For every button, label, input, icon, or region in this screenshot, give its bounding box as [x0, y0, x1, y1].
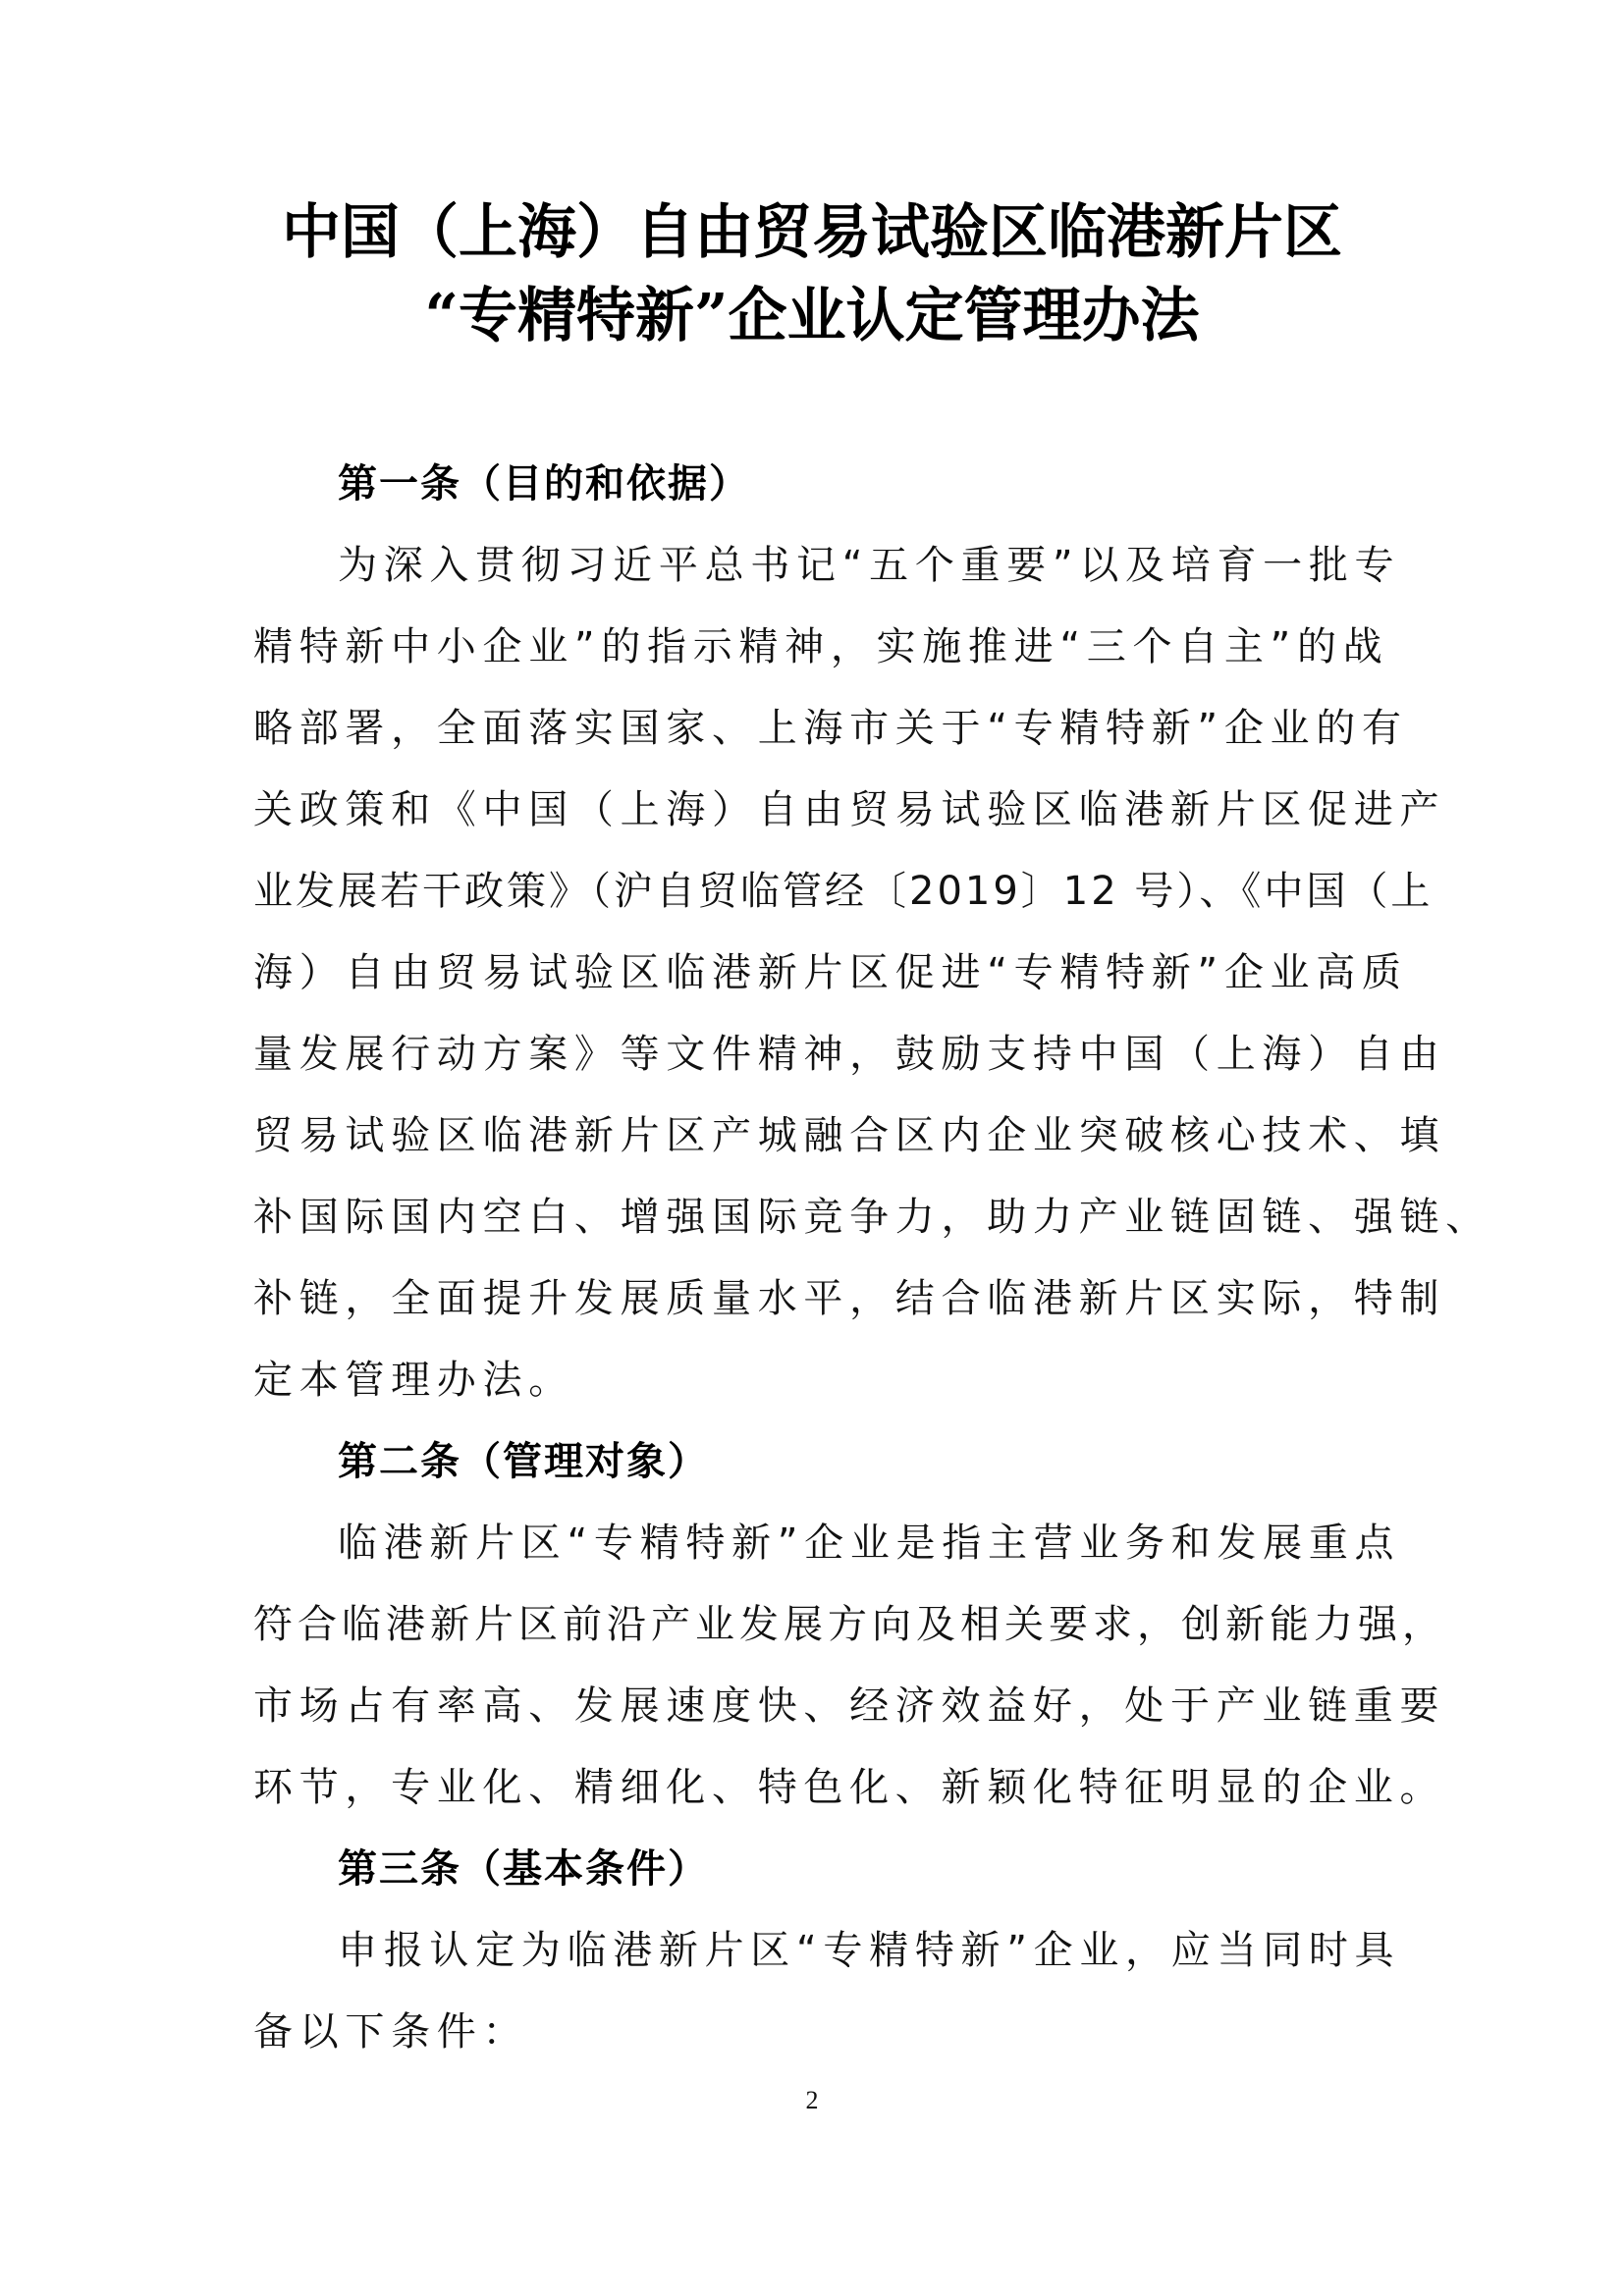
article-3-line: 备以下条件： — [253, 2009, 529, 2055]
article-2-line: 符合临港新片区前沿产业发展方向及相关要求，创新能力强， — [253, 1602, 1446, 1647]
article-2-line: 临港新片区“专精特新”企业是指主营业务和发展重点 — [338, 1521, 1401, 1566]
article-1-line: 贸易试验区临港新片区产城融合区内企业突破核心技术、填 — [253, 1113, 1446, 1158]
article-1-line: 业发展若干政策》（沪自贸临管经〔2019〕12 号）、《中国（上 — [253, 869, 1434, 914]
article-3-heading: 第三条（基本条件） — [338, 1846, 709, 1892]
article-3-line: 申报认定为临港新片区“专精特新”企业，应当同时具 — [338, 1928, 1401, 1973]
article-1-line: 关政策和《中国（上海）自由贸易试验区临港新片区促进产 — [253, 787, 1446, 832]
article-1-line: 海）自由贸易试验区临港新片区促进“专精特新”企业高质 — [253, 950, 1408, 995]
article-1-line: 补国际国内空白、增强国际竞争力，助力产业链固链、强链、 — [253, 1195, 1491, 1240]
article-1-line: 为深入贯彻习近平总书记“五个重要”以及培育一批专 — [338, 543, 1401, 588]
article-2-line: 市场占有率高、发展速度快、经济效益好，处于产业链重要 — [253, 1683, 1446, 1729]
document-title-line-1: 中国（上海）自由贸易试验区临港新片区 — [282, 198, 1342, 267]
article-1-line: 精特新中小企业”的指示精神，实施推进“三个自主”的战 — [253, 624, 1389, 669]
article-1-line: 定本管理办法。 — [253, 1358, 574, 1403]
article-2-line: 环节，专业化、精细化、特色化、新颖化特征明显的企业。 — [253, 1765, 1446, 1810]
article-2-heading: 第二条（管理对象） — [338, 1439, 709, 1484]
article-1-line: 略部署，全面落实国家、上海市关于“专精特新”企业的有 — [253, 706, 1408, 751]
article-1-heading: 第一条（目的和依据） — [338, 461, 750, 507]
document-title-line-2: “专精特新”企业认定管理办法 — [424, 282, 1200, 350]
page-number: 2 — [805, 2086, 819, 2114]
article-1-line: 量发展行动方案》等文件精神，鼓励支持中国（上海）自由 — [253, 1032, 1446, 1077]
article-1-line: 补链，全面提升发展质量水平，结合临港新片区实际，特制 — [253, 1276, 1446, 1321]
